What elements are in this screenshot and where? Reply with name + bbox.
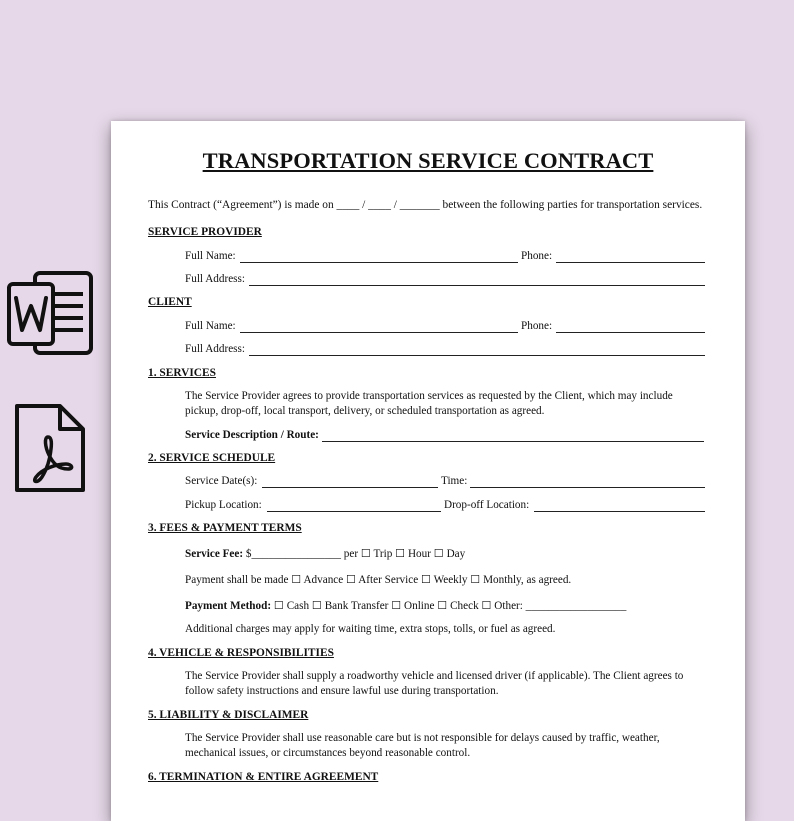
pdf-document-icon [14, 403, 86, 493]
payment-method-label: Payment Method: [185, 600, 272, 612]
document-title: TRANSPORTATION SERVICE CONTRACT [202, 148, 654, 173]
service-description-field[interactable] [322, 441, 704, 442]
service-fee-options[interactable]: $________________ per ☐ Trip ☐ Hour ☐ Day [245, 548, 466, 560]
intro-text: This Contract (“Agreement”) is made on ____ / ____ / _______ between the following parties for transportation services. [148, 199, 703, 211]
additional-charges-text: Additional charges may apply for waiting time, extra stops, tolls, or fuel as agreed. [185, 623, 556, 635]
provider-address-label: Full Address: [185, 273, 245, 285]
provider-phone-field[interactable] [556, 262, 705, 263]
vehicle-heading: 4. VEHICLE & RESPONSIBILITIES [148, 647, 334, 659]
client-address-field[interactable] [249, 355, 705, 356]
pickup-location-field[interactable] [267, 511, 441, 512]
client-address-label: Full Address: [185, 343, 245, 355]
service-fee-row [185, 547, 465, 560]
client-heading: CLIENT [148, 296, 192, 308]
client-name-field[interactable] [240, 332, 518, 333]
services-text: The Service Provider agrees to provide transportation services as requested by the Client, which may include pickup, drop-off, local transport, delivery, or scheduled transportation as agreed. [185, 390, 673, 417]
liability-text: The Service Provider shall use reasonable care but is not responsible for delays caused by traffic, weather, mechanical issues, or circumstances beyond reasonable control. [185, 732, 660, 759]
service-dates-field[interactable] [262, 487, 438, 488]
dropoff-location-field[interactable] [534, 511, 705, 512]
termination-heading: 6. TERMINATION & ENTIRE AGREEMENT [148, 771, 379, 783]
service-time-label: Time: [441, 475, 468, 487]
provider-name-label: Full Name: [185, 250, 236, 262]
payment-method-options[interactable]: ☐ Cash ☐ Bank Transfer ☐ Online ☐ Check ☐ Other: __________________ [273, 600, 627, 612]
payment-schedule-line[interactable]: Payment shall be made ☐ Advance ☐ After Service ☐ Weekly ☐ Monthly, as agreed. [185, 574, 572, 586]
client-name-label: Full Name: [185, 320, 236, 332]
service-dates-label: Service Date(s): [185, 475, 258, 487]
client-phone-label: Phone: [521, 320, 553, 332]
provider-address-field[interactable] [249, 285, 705, 286]
service-time-field[interactable] [470, 487, 705, 488]
schedule-heading: 2. SERVICE SCHEDULE [148, 452, 276, 464]
service-description-label: Service Description / Route: [185, 429, 319, 441]
word-document-icon [7, 270, 95, 356]
provider-name-field[interactable] [240, 262, 518, 263]
fees-heading: 3. FEES & PAYMENT TERMS [148, 522, 302, 534]
client-phone-field[interactable] [556, 332, 705, 333]
pickup-location-label: Pickup Location: [185, 499, 262, 511]
dropoff-location-label: Drop-off Location: [444, 499, 530, 511]
service-provider-heading: SERVICE PROVIDER [148, 226, 262, 238]
liability-heading: 5. LIABILITY & DISCLAIMER [148, 709, 309, 721]
service-fee-label: Service Fee: [185, 548, 244, 560]
payment-method-row [185, 599, 626, 612]
contract-document [111, 121, 745, 821]
services-heading: 1. SERVICES [148, 367, 216, 379]
provider-phone-label: Phone: [521, 250, 553, 262]
vehicle-text: The Service Provider shall supply a roadworthy vehicle and licensed driver (if applicable). The Client agrees to follow safety instructions and ensure lawful use during transportation. [185, 670, 684, 697]
